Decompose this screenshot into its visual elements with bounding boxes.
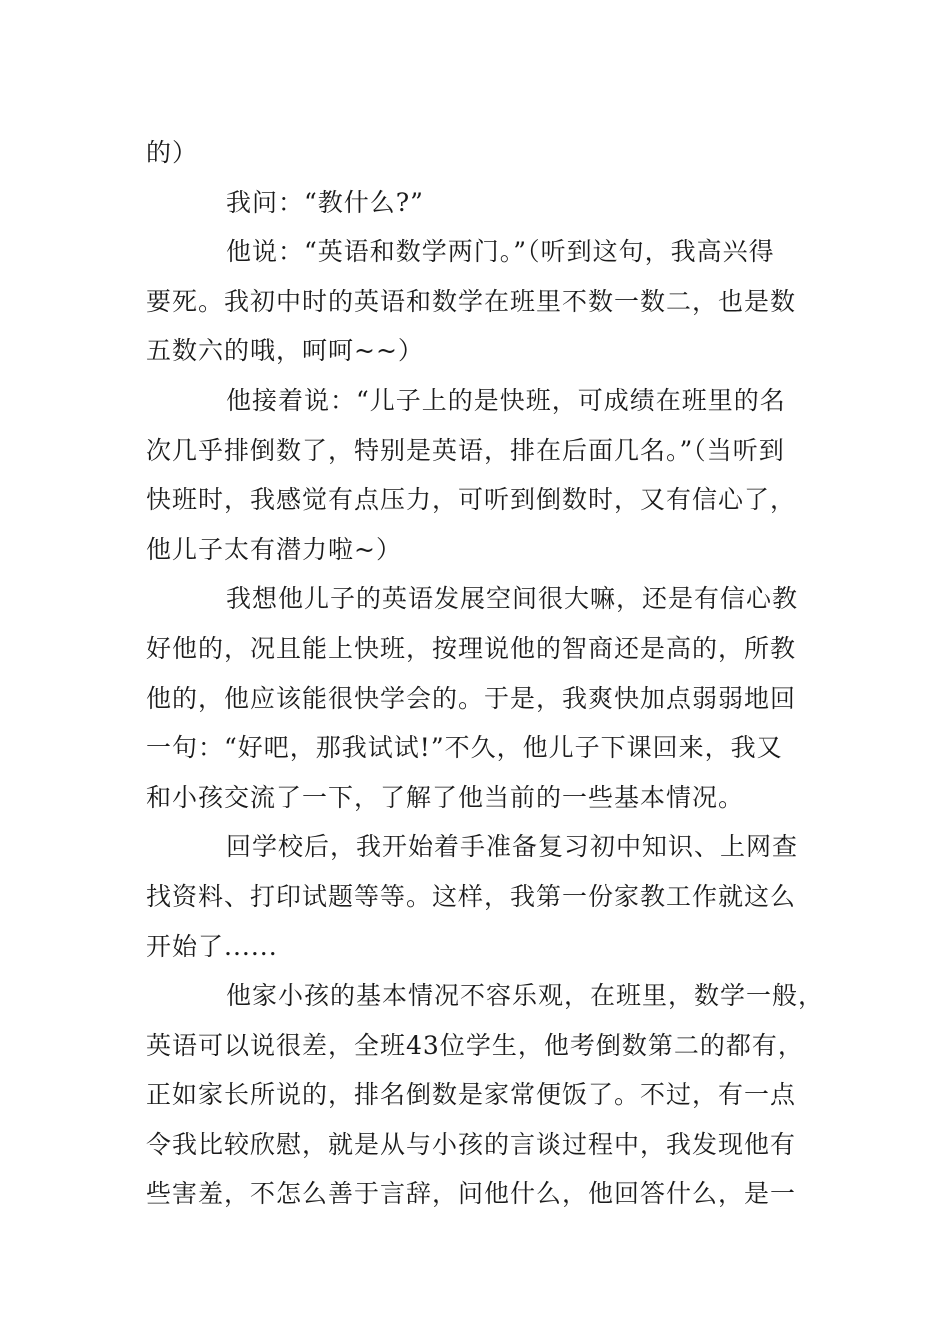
text-line: 快班时，我感觉有点压力，可听到倒数时，又有信心了， <box>146 485 797 515</box>
text-line: 找资料、打印试题等等。这样，我第一份家教工作就这么 <box>146 881 797 911</box>
text-line: 他儿子太有潜力啦~） <box>146 534 402 564</box>
document-body <box>146 128 825 1219</box>
text-line: 令我比较欣慰，就是从与小孩的言谈过程中，我发现他有 <box>146 1129 797 1159</box>
text-line: 他的，他应该能很快学会的。于是，我爽快加点弱弱地回 <box>146 683 797 713</box>
text-line: 要死。我初中时的英语和数学在班里不数一数二，也是数 <box>146 286 797 316</box>
text-line: 和小孩交流了一下，了解了他当前的一些基本情况。 <box>146 782 745 812</box>
text-line: 他家小孩的基本情况不容乐观，在班里，数学一般， <box>226 981 825 1011</box>
text-line: 的） <box>146 138 199 167</box>
text-line: 次几乎排倒数了，特别是英语，排在后面几名。”（当听到 <box>146 435 785 465</box>
text-line: 我问：“教什么?” <box>226 187 424 217</box>
text-line: 他说：“英语和数学两门。”（听到这句，我高兴得 <box>226 237 775 267</box>
text-line: 开始了...... <box>146 931 278 961</box>
text-line: 好他的，况且能上快班，按理说他的智商还是高的，所教 <box>146 633 797 663</box>
text-line: 英语可以说很差，全班43位学生，他考倒数第二的都有， <box>146 1030 804 1060</box>
text-line: 回学校后，我开始着手准备复习初中知识、上网查 <box>226 832 799 862</box>
text-line: 他接着说：“儿子上的是快班，可成绩在班里的名 <box>226 385 786 415</box>
text-line: 一句：“好吧，那我试试!”不久，他儿子下课回来，我又 <box>146 733 783 763</box>
text-line: 我想他儿子的英语发展空间很大嘛，还是有信心教 <box>226 584 799 614</box>
text-line: 些害羞，不怎么善于言辞，问他什么，他回答什么，是一 <box>146 1179 797 1209</box>
text-line: 五数六的哦，呵呵~~） <box>146 336 424 366</box>
text-line: 正如家长所说的，排名倒数是家常便饭了。不过，有一点 <box>146 1080 797 1110</box>
